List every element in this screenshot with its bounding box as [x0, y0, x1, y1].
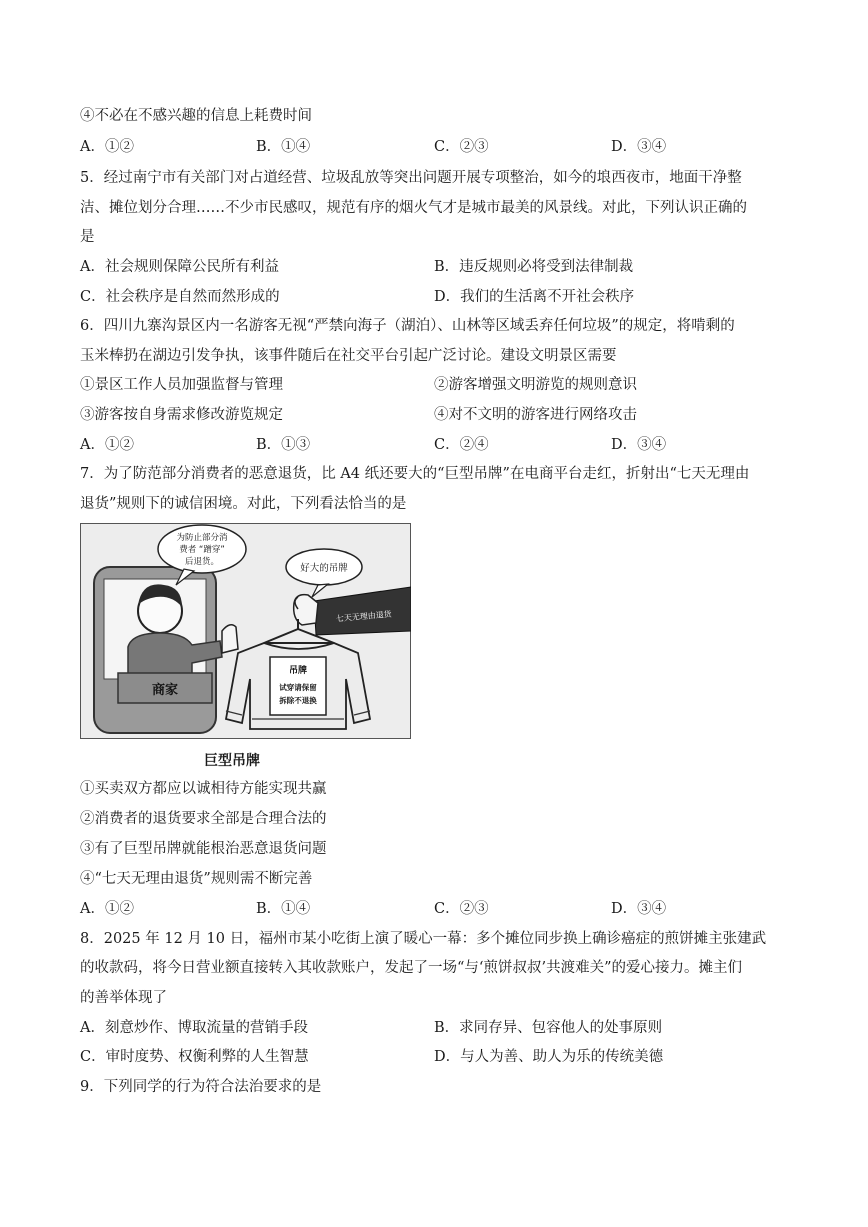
q8-stem-line: 的善举体现了: [80, 990, 167, 1006]
q5-stem-line: 洁、摊位划分合理……不少市民感叹，规范有序的烟火气才是城市最美的风景线。对此，下列认识正确的: [80, 200, 747, 216]
merchant-bubble-line: 后退货。: [184, 557, 220, 567]
q7-option-a: A．①②: [80, 901, 134, 917]
q8-option-d: D．与人为善、助人为乐的传统美德: [434, 1049, 664, 1065]
q6-option-c: C．②④: [434, 437, 489, 453]
sleeve-label: 七天无理由退货: [335, 609, 393, 624]
q6-option-d: D．③④: [611, 437, 667, 453]
q7-stem-line: 退货”规则下的诚信困境。对此，下列看法恰当的是: [80, 496, 407, 512]
q6-stem-line: 6．四川九寨沟景区内一名游客无视“严禁向海子（湖泊）、山林等区域丢弃任何垃圾”的规定，将啃剩的: [80, 318, 735, 334]
q7-stem-line: 7．为了防范部分消费者的恶意退货，比 A4 纸还要大的“巨型吊牌”在电商平台走红，折射出“七天无理由: [80, 466, 750, 482]
q6-option-b: B．①③: [256, 437, 311, 453]
tag-text-line: 试穿请保留: [279, 683, 317, 692]
q4-option-b: B．①④: [256, 139, 311, 155]
q7-option-d: D．③④: [611, 901, 667, 917]
q8-stem-line: 8．2025 年 12 月 10 日，福州市某小吃街上演了暖心一幕：多个摊位同步换上确诊癌症的煎饼摊主张建武: [80, 931, 767, 947]
q5-option-b: B．违反规则必将受到法律制裁: [434, 259, 634, 275]
q4-option-a: A．①②: [80, 139, 134, 155]
q8-option-c: C．审时度势、权衡利弊的人生智慧: [80, 1049, 309, 1065]
q8-option-b: B．求同存异、包容他人的处事原则: [434, 1020, 663, 1036]
q8-stem-line: 的收款码，将今日营业额直接转入其收款账户，发起了一场“与‘煎饼叔叔’共渡难关”的爱心接力。摊主们: [80, 960, 743, 976]
q5-option-c: C．社会秩序是自然而然形成的: [80, 289, 280, 305]
q6-item-3: ③游客按自身需求修改游览规定: [80, 407, 283, 423]
q4-option-c: C．②③: [434, 139, 489, 155]
q6-stem-line: 玉米棒扔在湖边引发争执，该事件随后在社交平台引起广泛讨论。建设文明景区需要: [80, 348, 617, 364]
q7-item-2: ②消费者的退货要求全部是合理合法的: [80, 811, 327, 827]
merchant-bubble-line: 费者 “蹭穿”: [179, 545, 225, 555]
q6-item-2: ②游客增强文明游览的规则意识: [434, 377, 637, 393]
q9-stem: 9．下列同学的行为符合法治要求的是: [80, 1079, 322, 1095]
giant-tag-cartoon: [80, 523, 411, 739]
tag-title: 吊牌: [288, 666, 308, 676]
q5-option-a: A．社会规则保障公民所有利益: [80, 259, 279, 275]
merchant-bubble-line: 为防止部分消: [176, 533, 228, 543]
merchant-label: 商家: [151, 683, 179, 698]
q5-stem-line: 5．经过南宁市有关部门对占道经营、垃圾乱放等突出问题开展专项整治，如今的埌西夜市，地面干净整: [80, 170, 742, 186]
q6-option-a: A．①②: [80, 437, 134, 453]
q7-item-1: ①买卖双方都应以诚相待方能实现共赢: [80, 781, 327, 797]
q5-stem-line: 是: [80, 229, 95, 245]
q4-option-d: D．③④: [611, 139, 667, 155]
customer-bubble: 好大的吊牌: [300, 563, 348, 574]
q7-item-3: ③有了巨型吊牌就能根治恶意退货问题: [80, 841, 327, 857]
q5-option-d: D．我们的生活离不开社会秩序: [434, 289, 635, 305]
q6-item-1: ①景区工作人员加强监督与管理: [80, 377, 283, 393]
q7-option-b: B．①④: [256, 901, 311, 917]
q8-option-a: A．刻意炒作、博取流量的营销手段: [80, 1020, 308, 1036]
tag-text-line: 拆除不退换: [279, 696, 317, 705]
q7-option-c: C．②③: [434, 901, 489, 917]
q4-item-4: ④不必在不感兴趣的信息上耗费时间: [80, 108, 312, 124]
cartoon-caption: 巨型吊牌: [204, 753, 260, 769]
q7-item-4: ④“七天无理由退货”规则需不断完善: [80, 871, 313, 887]
q6-item-4: ④对不文明的游客进行网络攻击: [434, 407, 637, 423]
